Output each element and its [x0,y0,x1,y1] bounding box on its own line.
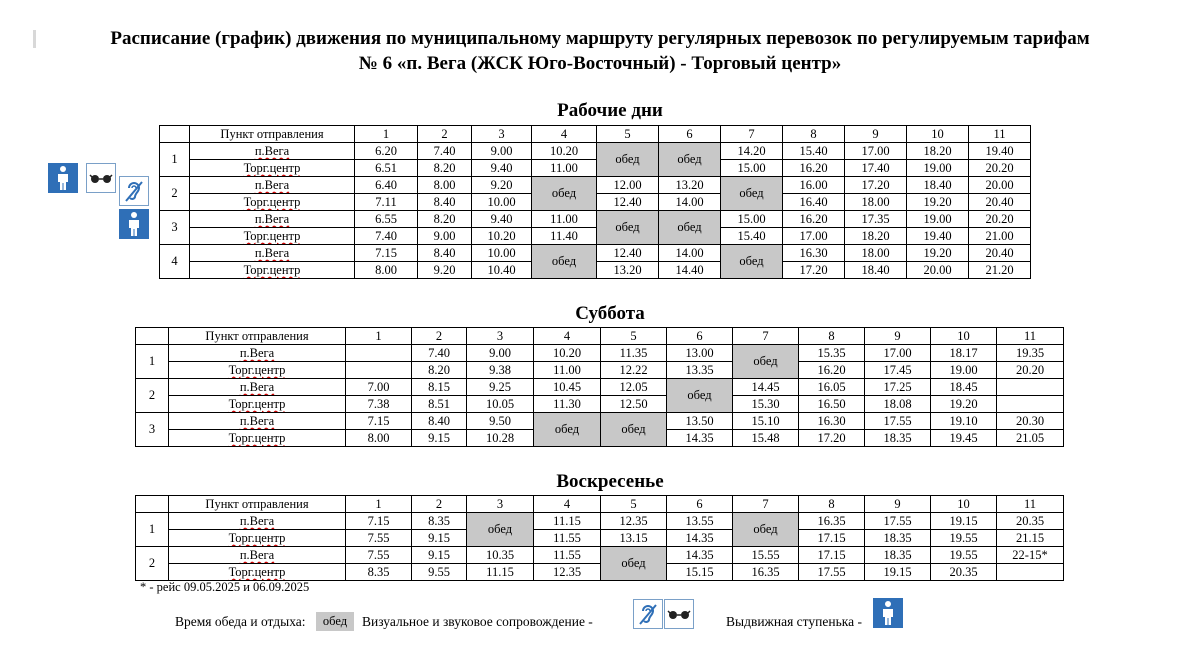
time-cell: 8.00 [355,262,418,279]
time-cell: 16.35 [799,513,865,530]
header-trip-cell: 10 [931,496,997,513]
time-cell: 9.00 [472,143,532,160]
time-cell: 15.40 [721,228,783,245]
route-number-cell: 1 [136,345,169,379]
time-cell: 12.35 [601,513,667,530]
glasses-icon [664,599,694,629]
time-cell: 12.00 [597,177,659,194]
lunch-cell: обед [721,177,783,211]
time-cell: 8.15 [412,379,467,396]
time-cell: 9.40 [472,160,532,177]
time-cell: 11.40 [532,228,597,245]
header-trip-cell: 1 [355,126,418,143]
time-cell: 8.40 [412,413,467,430]
header-trip-cell: 2 [412,496,467,513]
time-cell: 8.40 [418,245,472,262]
time-cell: 18.17 [931,345,997,362]
route-number-cell: 1 [136,513,169,547]
stop-name-cell: Торг.центр [190,228,355,245]
table-row [160,143,1031,160]
time-cell: 16.05 [799,379,865,396]
time-cell: 16.30 [799,413,865,430]
section-saturday-title: Суббота [575,303,645,324]
table-row [160,245,1031,262]
table-row [136,513,1064,530]
time-cell: 7.11 [355,194,418,211]
time-cell: 9.20 [418,262,472,279]
time-cell: 12.40 [597,194,659,211]
stop-name-cell: п.Вега [190,211,355,228]
lunch-cell: обед [601,547,667,581]
lunch-cell: обед [467,513,534,547]
header-trip-cell: 3 [472,126,532,143]
time-cell: 10.40 [472,262,532,279]
lunch-cell: обед [659,143,721,177]
time-cell: 13.50 [667,413,733,430]
route-number-cell: 2 [136,547,169,581]
time-cell: 6.55 [355,211,418,228]
time-cell: 20.00 [969,177,1031,194]
time-cell: 18.35 [865,547,931,564]
lunch-cell: обед [733,345,799,379]
time-cell: 8.40 [418,194,472,211]
header-trip-cell: 6 [667,328,733,345]
person-icon [48,163,78,193]
time-cell: 18.45 [931,379,997,396]
time-cell: 7.40 [355,228,418,245]
time-cell: 11.35 [601,345,667,362]
time-cell: 8.00 [346,430,412,447]
time-cell: 19.40 [907,228,969,245]
route-number-cell: 2 [136,379,169,413]
time-cell: 10.20 [534,345,601,362]
header-route-cell [160,126,190,143]
time-cell: 9.00 [418,228,472,245]
time-cell: 19.00 [907,160,969,177]
header-trip-cell: 2 [412,328,467,345]
title-line-2: № 6 «п. Вега (ЖСК Юго-Восточный) - Торговый центр» [358,53,842,74]
person-icon [119,209,149,239]
header-trip-cell: 10 [907,126,969,143]
lunch-cell: обед [532,177,597,211]
stop-name-cell: Торг.центр [190,262,355,279]
stop-name-cell: п.Вега [169,513,346,530]
time-cell: 7.38 [346,396,412,413]
table-row [136,379,1064,396]
time-cell: 7.15 [346,513,412,530]
header-trip-cell: 9 [865,496,931,513]
time-cell: 20.35 [931,564,997,581]
time-cell: 14.40 [659,262,721,279]
stop-name-cell: Торг.центр [169,430,346,447]
stop-name-cell: Торг.центр [169,564,346,581]
header-row [160,126,1031,143]
time-cell: 16.35 [733,564,799,581]
time-cell: 6.51 [355,160,418,177]
time-cell: 12.22 [601,362,667,379]
time-cell: 14.35 [667,430,733,447]
time-cell: 15.00 [721,211,783,228]
header-row [136,496,1064,513]
stop-name-cell: п.Вега [169,379,346,396]
header-route-cell [136,328,169,345]
page-title [30,26,1170,76]
time-cell: 17.00 [845,143,907,160]
header-trip-cell: 1 [346,328,412,345]
time-cell: 9.20 [472,177,532,194]
time-cell: 14.35 [667,530,733,547]
time-cell: 16.20 [783,211,845,228]
time-cell: 21.05 [997,430,1064,447]
time-cell: 20.20 [969,211,1031,228]
time-cell: 14.35 [667,547,733,564]
time-cell: 18.08 [865,396,931,413]
time-cell: 20.40 [969,194,1031,211]
time-cell: 9.55 [412,564,467,581]
time-cell: 17.00 [783,228,845,245]
lunch-cell: обед [534,413,601,447]
time-cell: 17.40 [845,160,907,177]
header-trip-cell: 6 [659,126,721,143]
time-cell: 18.35 [865,430,931,447]
time-cell: 7.55 [346,530,412,547]
time-cell: 17.20 [799,430,865,447]
time-cell: 8.20 [412,362,467,379]
time-cell: 7.40 [412,345,467,362]
header-trip-cell: 11 [997,496,1064,513]
time-cell [997,379,1064,396]
route-number-cell: 1 [160,143,190,177]
stop-name-cell: п.Вега [169,413,346,430]
time-cell: 17.00 [865,345,931,362]
stop-name-cell: Торг.центр [190,160,355,177]
time-cell: 13.00 [667,345,733,362]
time-cell: 16.30 [783,245,845,262]
time-cell: 15.15 [667,564,733,581]
time-cell: 7.00 [346,379,412,396]
stop-name-cell: Торг.центр [169,396,346,413]
time-cell: 14.45 [733,379,799,396]
time-cell: 15.48 [733,430,799,447]
time-cell: 14.00 [659,245,721,262]
header-route-cell [136,496,169,513]
header-trip-cell: 7 [733,496,799,513]
header-point-cell: Пункт отправления [169,496,346,513]
route-number-cell: 3 [136,413,169,447]
header-trip-cell: 3 [467,328,534,345]
time-cell: 16.20 [783,160,845,177]
header-trip-cell: 6 [667,496,733,513]
stop-name-cell: п.Вега [190,177,355,194]
time-cell: 11.55 [534,530,601,547]
person-icon [873,598,903,628]
time-cell: 13.15 [601,530,667,547]
header-trip-cell: 9 [865,328,931,345]
header-trip-cell: 11 [997,328,1064,345]
time-cell: 15.00 [721,160,783,177]
legend-step-label: Выдвижная ступенька - [726,614,862,629]
time-cell: 17.15 [799,530,865,547]
time-cell: 8.20 [418,160,472,177]
time-cell: 10.28 [467,430,534,447]
stop-name-cell: п.Вега [190,245,355,262]
time-cell: 22-15* [997,547,1064,564]
time-cell: 9.15 [412,430,467,447]
title-line-1: Расписание (график) движения по муниципальному маршруту регулярных перевозок по регулируемым тарифам [110,28,1090,49]
time-cell: 19.35 [997,345,1064,362]
table-row [136,530,1064,547]
time-cell: 13.55 [667,513,733,530]
header-trip-cell: 9 [845,126,907,143]
time-cell: 20.20 [969,160,1031,177]
time-cell: 17.25 [865,379,931,396]
time-cell: 9.38 [467,362,534,379]
time-cell: 11.55 [534,547,601,564]
header-trip-cell: 8 [783,126,845,143]
glasses-icon [86,163,116,193]
time-cell: 13.35 [667,362,733,379]
lunch-cell: обед [597,143,659,177]
header-trip-cell: 1 [346,496,412,513]
time-cell: 12.40 [597,245,659,262]
time-cell: 21.15 [997,530,1064,547]
section-sunday-title: Воскресенье [556,471,664,492]
header-trip-cell: 2 [418,126,472,143]
time-cell: 19.00 [931,362,997,379]
time-cell: 16.50 [799,396,865,413]
time-cell: 21.00 [969,228,1031,245]
time-cell: 19.55 [931,530,997,547]
time-cell: 8.51 [412,396,467,413]
lunch-cell: обед [721,245,783,279]
time-cell: 20.40 [969,245,1031,262]
header-trip-cell: 4 [534,328,601,345]
route-number-cell: 3 [160,211,190,245]
time-cell: 11.00 [534,362,601,379]
time-cell: 19.40 [969,143,1031,160]
time-cell: 20.35 [997,513,1064,530]
time-cell: 10.20 [532,143,597,160]
time-cell: 8.00 [418,177,472,194]
time-cell: 13.20 [659,177,721,194]
time-cell: 17.55 [799,564,865,581]
lunch-cell: обед [667,379,733,413]
header-point-cell: Пункт отправления [169,328,346,345]
header-trip-cell: 7 [733,328,799,345]
time-cell: 16.40 [783,194,845,211]
time-cell: 11.15 [467,564,534,581]
time-cell: 17.35 [845,211,907,228]
time-cell: 19.20 [907,245,969,262]
lunch-cell: обед [601,413,667,447]
time-cell: 14.00 [659,194,721,211]
legend-visual-label: Визуальное и звуковое сопровождение - [362,614,593,629]
header-trip-cell: 5 [601,496,667,513]
stop-name-cell: п.Вега [169,345,346,362]
time-cell: 20.20 [997,362,1064,379]
time-cell: 11.00 [532,211,597,228]
time-cell: 10.20 [472,228,532,245]
time-cell: 15.30 [733,396,799,413]
header-trip-cell: 4 [532,126,597,143]
time-cell: 17.45 [865,362,931,379]
header-trip-cell: 5 [601,328,667,345]
table-row [136,396,1064,413]
time-cell: 19.20 [931,396,997,413]
time-cell: 18.00 [845,194,907,211]
table-row [136,345,1064,362]
time-cell: 18.20 [907,143,969,160]
time-cell: 9.40 [472,211,532,228]
header-row [136,328,1064,345]
header-trip-cell: 3 [467,496,534,513]
time-cell: 19.00 [907,211,969,228]
time-cell: 11.30 [534,396,601,413]
table-row [136,564,1064,581]
time-cell: 7.55 [346,547,412,564]
table-row [160,160,1031,177]
time-cell: 16.00 [783,177,845,194]
hearing-icon [633,599,663,629]
lunch-cell: обед [532,245,597,279]
time-cell: 19.10 [931,413,997,430]
time-cell: 15.40 [783,143,845,160]
hearing-icon [119,176,149,206]
sunday-schedule-table [135,495,1064,581]
time-cell: 9.15 [412,530,467,547]
time-cell: 7.40 [418,143,472,160]
time-cell: 15.10 [733,413,799,430]
time-cell: 11.15 [534,513,601,530]
time-cell: 15.35 [799,345,865,362]
time-cell: 20.00 [907,262,969,279]
table-row [136,547,1064,564]
time-cell [997,396,1064,413]
time-cell [346,345,412,362]
table-row [136,413,1064,430]
time-cell: 8.35 [346,564,412,581]
header-trip-cell: 5 [597,126,659,143]
table-row [136,362,1064,379]
time-cell: 16.20 [799,362,865,379]
time-cell: 19.20 [907,194,969,211]
time-cell: 19.15 [931,513,997,530]
time-cell: 8.35 [412,513,467,530]
header-trip-cell: 7 [721,126,783,143]
time-cell: 9.00 [467,345,534,362]
time-cell: 10.05 [467,396,534,413]
stop-name-cell: Торг.центр [169,362,346,379]
table-row [160,228,1031,245]
time-cell: 8.20 [418,211,472,228]
header-trip-cell: 8 [799,496,865,513]
section-weekdays-title: Рабочие дни [557,100,663,121]
time-cell: 19.55 [931,547,997,564]
header-trip-cell: 8 [799,328,865,345]
time-cell: 12.50 [601,396,667,413]
time-cell: 19.15 [865,564,931,581]
time-cell: 11.00 [532,160,597,177]
route-number-cell: 2 [160,177,190,211]
footnote: * - рейс 09.05.2025 и 06.09.2025 [140,580,310,594]
time-cell: 17.20 [845,177,907,194]
header-trip-cell: 11 [969,126,1031,143]
time-cell: 15.55 [733,547,799,564]
time-cell: 17.55 [865,513,931,530]
time-cell: 7.15 [355,245,418,262]
table-row [160,211,1031,228]
time-cell: 18.35 [865,530,931,547]
stop-name-cell: Торг.центр [190,194,355,211]
time-cell: 10.00 [472,194,532,211]
time-cell: 19.45 [931,430,997,447]
stop-name-cell: п.Вега [190,143,355,160]
time-cell: 10.00 [472,245,532,262]
time-cell [346,362,412,379]
saturday-schedule-table [135,327,1064,447]
time-cell: 18.00 [845,245,907,262]
stop-name-cell: Торг.центр [169,530,346,547]
time-cell: 7.15 [346,413,412,430]
weekdays-schedule-table [159,125,1031,279]
time-cell: 6.20 [355,143,418,160]
route-number-cell: 4 [160,245,190,279]
time-cell: 21.20 [969,262,1031,279]
legend-lunch-box: обед [316,612,354,631]
time-cell: 10.35 [467,547,534,564]
lunch-cell: обед [659,211,721,245]
time-cell: 12.05 [601,379,667,396]
time-cell: 9.15 [412,547,467,564]
header-trip-cell: 10 [931,328,997,345]
time-cell: 6.40 [355,177,418,194]
time-cell: 13.20 [597,262,659,279]
time-cell: 18.40 [907,177,969,194]
time-cell: 18.20 [845,228,907,245]
stop-name-cell: п.Вега [169,547,346,564]
time-cell: 14.20 [721,143,783,160]
time-cell [997,564,1064,581]
time-cell: 17.15 [799,547,865,564]
time-cell: 9.25 [467,379,534,396]
header-trip-cell: 4 [534,496,601,513]
table-row [160,177,1031,194]
lunch-cell: обед [597,211,659,245]
time-cell: 12.35 [534,564,601,581]
legend-lunch-label: Время обеда и отдыха: [175,614,306,629]
time-cell: 20.30 [997,413,1064,430]
header-point-cell: Пункт отправления [190,126,355,143]
lunch-cell: обед [733,513,799,547]
time-cell: 17.55 [865,413,931,430]
time-cell: 10.45 [534,379,601,396]
time-cell: 18.40 [845,262,907,279]
time-cell: 9.50 [467,413,534,430]
time-cell: 17.20 [783,262,845,279]
